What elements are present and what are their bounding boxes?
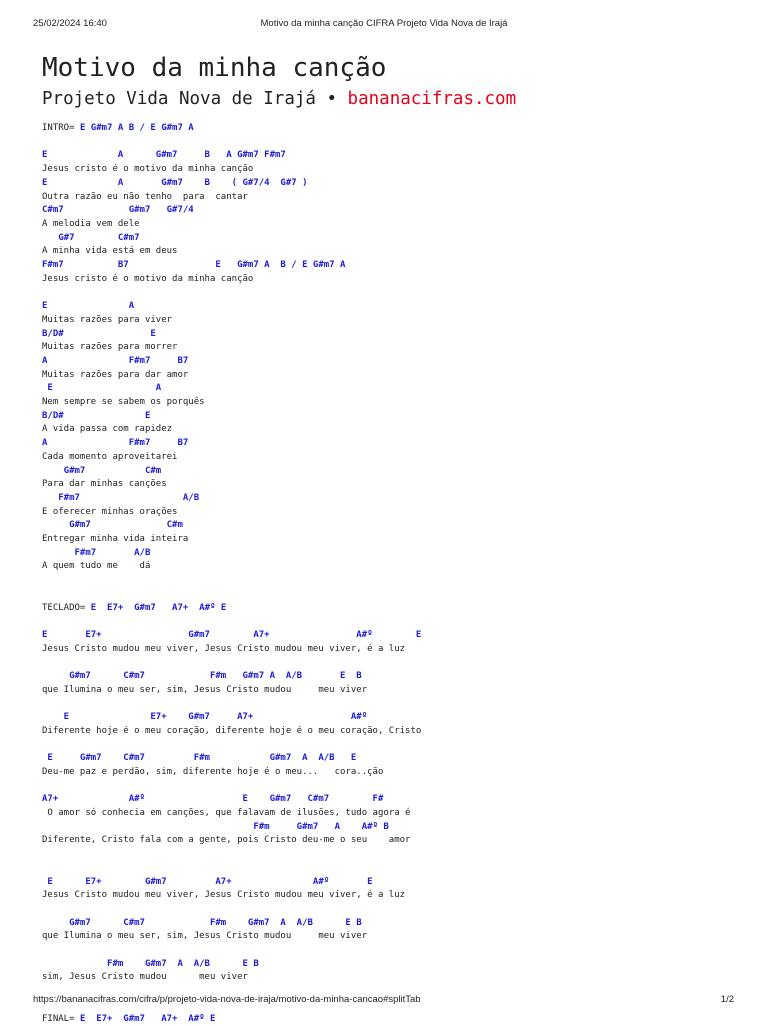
lyric-line: Muitas razões para morrer (42, 342, 178, 353)
lyric-line: Muitas razões para viver (42, 314, 173, 325)
artist-line (42, 88, 516, 110)
lyric-line: Diferente hoje é o meu coração, diferente hoje é o meu coração, Cristo (42, 725, 422, 736)
lyric-line: Diferente, Cristo fala com a gente, pois Cristo deu-me o seu amor (42, 835, 411, 846)
lyric-line: Muitas razões para dar amor (42, 369, 189, 380)
chord-line[interactable]: G#m7 C#m7 F#m G#m7 A A/B E B (42, 917, 362, 928)
chord-line[interactable]: F#m G#m7 A A#º B (42, 821, 389, 832)
chord-line[interactable]: F#m G#m7 A A/B E B (42, 958, 259, 969)
print-footer (0, 994, 768, 1008)
chord-line[interactable]: G#m7 C#m7 F#m G#m7 A A/B E B (42, 671, 362, 681)
chord-line[interactable]: G#7 C#m7 (42, 232, 140, 243)
chord-line[interactable]: F#m7 A/B (42, 547, 151, 558)
chord-line[interactable]: F#m7 A/B (42, 492, 200, 503)
chord-line[interactable]: B/D# E (42, 410, 151, 421)
lyric-line: A quem tudo me dá (42, 561, 151, 572)
section-chords[interactable]: E E7+ G#m7 A7+ A#º E (79, 1013, 216, 1024)
chord-line[interactable]: A7+ A#º E G#m7 C#m7 F# (42, 794, 384, 805)
chord-line[interactable]: B/D# E (42, 328, 156, 339)
lyric-line: Entregar minha vida inteira (42, 534, 189, 544)
lyric-line: Cada momento aproveitarei (42, 451, 178, 462)
lyric-line: Jesus Cristo mudou meu viver, Jesus Cristo mudou meu viver, é a luz (42, 643, 406, 654)
chord-line[interactable]: C#m7 G#m7 G#7/4 (42, 205, 194, 216)
site-link[interactable]: bananacifras.com (347, 89, 517, 109)
chord-line[interactable]: F#m7 B7 E G#m7 A B / E G#m7 A (42, 260, 346, 270)
chord-line[interactable]: E E7+ G#m7 A7+ A#º E (42, 629, 422, 640)
lyric-line: Nem sempre se sabem os porquês (42, 397, 205, 407)
lyric-line: Jesus cristo é o motivo da minha canção (42, 164, 254, 175)
lyric-line: que Ilumina o meu ser, sim, Jesus Cristo mudou meu viver (42, 684, 368, 695)
lyric-line: Jesus cristo é o motivo da minha canção (42, 273, 254, 284)
print-header (0, 18, 768, 32)
chord-line[interactable]: A F#m7 B7 (42, 438, 189, 449)
chord-line[interactable]: E E7+ G#m7 A7+ A#º (42, 712, 368, 723)
section-label: FINAL= (42, 1013, 80, 1024)
lyric-line: Jesus Cristo mudou meu viver, Jesus Cristo mudou meu viver, é a luz (42, 890, 406, 901)
lyric-line: A minha vida está em deus (42, 246, 178, 257)
chord-line[interactable]: A F#m7 B7 (42, 355, 189, 366)
lyric-line: A vida passa com rapidez (42, 424, 173, 435)
chord-line[interactable]: E E7+ G#m7 A7+ A#º E (42, 876, 373, 887)
section-label-line (42, 602, 226, 615)
chord-line[interactable]: E A G#m7 B A G#m7 F#m7 (42, 150, 286, 161)
section-label: INTRO= (42, 123, 80, 133)
lyric-line: que Ilumina o meu ser, sim, Jesus Cristo mudou meu viver (42, 931, 368, 942)
lyric-line: A melodia vem dele (42, 218, 140, 229)
print-url: https://bananacifras.com/cifra/p/projeto-vida-nova-de-iraja/motivo-da-minha-cancao#splitTab (33, 994, 421, 1005)
chord-line[interactable]: E G#m7 C#m7 F#m G#m7 A A/B E (42, 753, 357, 764)
chord-line[interactable]: G#m7 C#m (42, 465, 162, 476)
lyric-line: Deu-me paz e perdão, sim, diferente hoje é o meu... cora..ção (42, 766, 384, 777)
chord-line[interactable]: G#m7 C#m (42, 520, 183, 531)
section-label-line (42, 122, 194, 135)
chord-line[interactable]: E A G#m7 B ( G#7/4 G#7 ) (42, 177, 308, 188)
artist-name: Projeto Vida Nova de Irajá (42, 89, 316, 109)
print-page-title: Motivo da minha canção CIFRA Projeto Vida Nova de Irajá (260, 18, 508, 29)
section-chords[interactable]: E E7+ G#m7 A7+ A#º E (90, 602, 227, 613)
lyric-line: sim, Jesus Cristo mudou meu viver (42, 972, 248, 983)
lyric-line: Outra razão eu não tenho para cantar (42, 191, 248, 202)
section-chords[interactable]: E G#m7 A B / E G#m7 A (79, 123, 194, 133)
print-datetime: 25/02/2024 16:40 (33, 18, 107, 29)
section-label: TECLADO= (42, 602, 91, 613)
page-number: 1/2 (720, 994, 734, 1005)
chord-line[interactable]: E A (42, 301, 135, 312)
lyric-line: E oferecer minhas orações (42, 506, 178, 517)
lyric-line: O amor só conhecia em canções, que falavam de ilusões, tudo agora é (42, 808, 411, 818)
section-label-line (42, 1013, 215, 1026)
song-title: Motivo da minha canção (42, 53, 387, 83)
lyric-line: Para dar minhas canções (42, 479, 167, 490)
chord-line[interactable]: E A (42, 383, 162, 394)
artist-separator: • (315, 89, 348, 109)
